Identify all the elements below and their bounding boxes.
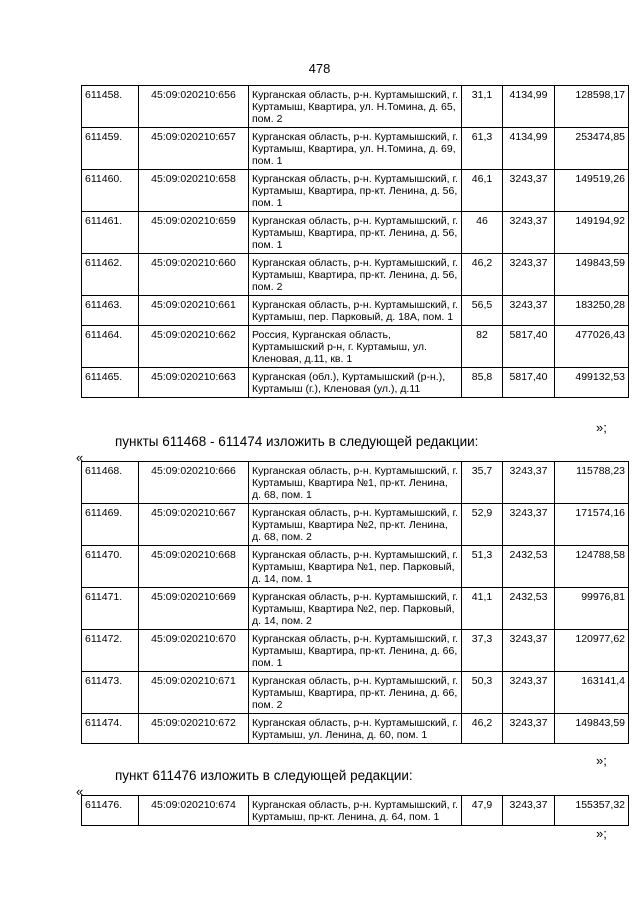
address-cell: Курганская (обл.), Куртамышский (р-н.), Куртамыш (г.), Кленовая (ул.), д.11 — [249, 368, 462, 398]
unit-value-cell: 4134,99 — [503, 86, 555, 128]
area-cell: 52,9 — [462, 504, 503, 546]
address-cell: Курганская область, р-н. Куртамышский, г. Куртамыш, пр-кт. Ленина, д. 64, пом. 1 — [249, 796, 462, 826]
table-row — [82, 630, 629, 672]
unit-value-cell: 3243,37 — [503, 504, 555, 546]
cadastral-value-cell: 171574,16 — [555, 504, 629, 546]
address-cell: Курганская область, р-н. Куртамышский, г. Куртамыш, Квартира, ул. Н.Томина, д. 65, пом. 2 — [249, 86, 462, 128]
cadastral-number: 45:09:020210:668 — [139, 546, 249, 588]
address-cell: Россия, Курганская область, Куртамышский р-н, г. Куртамыш, ул. Кленовая, д.11, кв. 1 — [249, 326, 462, 368]
opening-quote-mark: « — [76, 450, 84, 465]
cadastral-number: 45:09:020210:670 — [139, 630, 249, 672]
closing-quote-mark: »; — [596, 420, 607, 435]
property-table-1 — [81, 85, 629, 398]
opening-quote-mark: « — [76, 784, 84, 799]
table-row — [82, 714, 629, 744]
table-row — [82, 462, 629, 504]
row-number: 611465. — [82, 368, 139, 398]
cadastral-value-cell: 149194,92 — [555, 212, 629, 254]
cadastral-number: 45:09:020210:658 — [139, 170, 249, 212]
unit-value-cell: 4134,99 — [503, 128, 555, 170]
table-row — [82, 170, 629, 212]
area-cell: 31,1 — [462, 86, 503, 128]
unit-value-cell: 3243,37 — [503, 462, 555, 504]
cadastral-value-cell: 128598,17 — [555, 86, 629, 128]
row-number: 611472. — [82, 630, 139, 672]
table-row — [82, 212, 629, 254]
area-cell: 47,9 — [462, 796, 503, 826]
table-row — [82, 504, 629, 546]
table-row — [82, 672, 629, 714]
page-number: 478 — [308, 61, 331, 76]
unit-value-cell: 3243,37 — [503, 254, 555, 296]
unit-value-cell: 3243,37 — [503, 672, 555, 714]
table-row — [82, 588, 629, 630]
cadastral-number: 45:09:020210:669 — [139, 588, 249, 630]
cadastral-value-cell: 149843,59 — [555, 254, 629, 296]
table-row — [82, 546, 629, 588]
row-number: 611464. — [82, 326, 139, 368]
address-cell: Курганская область, р-н. Куртамышский, г. Куртамыш, Квартира, пр-кт. Ленина, д. 56, пом. 1 — [249, 212, 462, 254]
cadastral-value-cell: 499132,53 — [555, 368, 629, 398]
unit-value-cell: 3243,37 — [503, 714, 555, 744]
cadastral-value-cell: 477026,43 — [555, 326, 629, 368]
area-cell: 46,2 — [462, 254, 503, 296]
row-number: 611476. — [82, 796, 139, 826]
cadastral-number: 45:09:020210:659 — [139, 212, 249, 254]
address-cell: Курганская область, р-н. Куртамышский, г. Куртамыш, Квартира, пр-кт. Ленина, д. 56, пом. 1 — [249, 170, 462, 212]
cadastral-number: 45:09:020210:666 — [139, 462, 249, 504]
cadastral-value-cell: 99976,81 — [555, 588, 629, 630]
area-cell: 51,3 — [462, 546, 503, 588]
row-number: 611470. — [82, 546, 139, 588]
property-table-3 — [81, 795, 629, 826]
cadastral-value-cell: 163141,4 — [555, 672, 629, 714]
cadastral-number: 45:09:020210:663 — [139, 368, 249, 398]
closing-quote-mark: »; — [596, 753, 607, 768]
row-number: 611471. — [82, 588, 139, 630]
unit-value-cell: 3243,37 — [503, 170, 555, 212]
cadastral-number: 45:09:020210:660 — [139, 254, 249, 296]
cadastral-value-cell: 120977,62 — [555, 630, 629, 672]
address-cell: Курганская область, р-н. Куртамышский, г. Куртамыш, Квартира №1, пер. Парковый, д. 14, пом. 1 — [249, 546, 462, 588]
area-cell: 82 — [462, 326, 503, 368]
area-cell: 46,1 — [462, 170, 503, 212]
cadastral-number: 45:09:020210:672 — [139, 714, 249, 744]
cadastral-value-cell: 253474,85 — [555, 128, 629, 170]
table-row — [82, 86, 629, 128]
address-cell: Курганская область, р-н. Куртамышский, г. Куртамыш, пер. Парковый, д. 18А, пом. 1 — [249, 296, 462, 326]
cadastral-value-cell: 124788,58 — [555, 546, 629, 588]
row-number: 611461. — [82, 212, 139, 254]
unit-value-cell: 3243,37 — [503, 796, 555, 826]
address-cell: Курганская область, р-н. Куртамышский, г. Куртамыш, Квартира №1, пр-кт. Ленина, д. 68, пом. 1 — [249, 462, 462, 504]
cadastral-number: 45:09:020210:671 — [139, 672, 249, 714]
amendment-instruction-1: пункты 611468 - 611474 изложить в следующей редакции: — [115, 434, 479, 449]
cadastral-value-cell: 149519,26 — [555, 170, 629, 212]
area-cell: 50,3 — [462, 672, 503, 714]
cadastral-value-cell: 183250,28 — [555, 296, 629, 326]
area-cell: 35,7 — [462, 462, 503, 504]
row-number: 611463. — [82, 296, 139, 326]
unit-value-cell: 5817,40 — [503, 326, 555, 368]
address-cell: Курганская область, р-н. Куртамышский, г. Куртамыш, Квартира №2, пр-кт. Ленина, д. 68, пом. 2 — [249, 504, 462, 546]
area-cell: 46 — [462, 212, 503, 254]
address-cell: Курганская область, р-н. Куртамышский, г. Куртамыш, Квартира, пр-кт. Ленина, д. 66, пом. 2 — [249, 672, 462, 714]
area-cell: 37,3 — [462, 630, 503, 672]
row-number: 611462. — [82, 254, 139, 296]
table-row — [82, 326, 629, 368]
row-number: 611474. — [82, 714, 139, 744]
cadastral-number: 45:09:020210:661 — [139, 296, 249, 326]
cadastral-value-cell: 115788,23 — [555, 462, 629, 504]
table-row — [82, 128, 629, 170]
address-cell: Курганская область, р-н. Куртамышский, г. Куртамыш, ул. Ленина, д. 60, пом. 1 — [249, 714, 462, 744]
unit-value-cell: 5817,40 — [503, 368, 555, 398]
amendment-instruction-2: пункт 611476 изложить в следующей редакции: — [115, 768, 413, 783]
row-number: 611460. — [82, 170, 139, 212]
cadastral-number: 45:09:020210:656 — [139, 86, 249, 128]
unit-value-cell: 2432,53 — [503, 546, 555, 588]
area-cell: 41,1 — [462, 588, 503, 630]
cadastral-value-cell: 149843,59 — [555, 714, 629, 744]
area-cell: 61,3 — [462, 128, 503, 170]
table-row — [82, 296, 629, 326]
cadastral-number: 45:09:020210:657 — [139, 128, 249, 170]
table-row — [82, 368, 629, 398]
table-row — [82, 796, 629, 826]
cadastral-number: 45:09:020210:662 — [139, 326, 249, 368]
cadastral-number: 45:09:020210:674 — [139, 796, 249, 826]
closing-quote-mark: »; — [596, 826, 607, 841]
address-cell: Курганская область, р-н. Куртамышский, г. Куртамыш, Квартира, пр-кт. Ленина, д. 66, пом. 1 — [249, 630, 462, 672]
area-cell: 85,8 — [462, 368, 503, 398]
unit-value-cell: 3243,37 — [503, 630, 555, 672]
row-number: 611469. — [82, 504, 139, 546]
area-cell: 46,2 — [462, 714, 503, 744]
unit-value-cell: 3243,37 — [503, 212, 555, 254]
row-number: 611459. — [82, 128, 139, 170]
table-row — [82, 254, 629, 296]
cadastral-value-cell: 155357,32 — [555, 796, 629, 826]
row-number: 611473. — [82, 672, 139, 714]
address-cell: Курганская область, р-н. Куртамышский, г. Куртамыш, Квартира №2, пер. Парковый, д. 14, пом. 2 — [249, 588, 462, 630]
area-cell: 56,5 — [462, 296, 503, 326]
row-number: 611458. — [82, 86, 139, 128]
address-cell: Курганская область, р-н. Куртамышский, г. Куртамыш, Квартира, пр-кт. Ленина, д. 56, пом. 2 — [249, 254, 462, 296]
unit-value-cell: 2432,53 — [503, 588, 555, 630]
address-cell: Курганская область, р-н. Куртамышский, г. Куртамыш, Квартира, ул. Н.Томина, д. 69, пом. 1 — [249, 128, 462, 170]
row-number: 611468. — [82, 462, 139, 504]
property-table-2 — [81, 461, 629, 744]
cadastral-number: 45:09:020210:667 — [139, 504, 249, 546]
unit-value-cell: 3243,37 — [503, 296, 555, 326]
